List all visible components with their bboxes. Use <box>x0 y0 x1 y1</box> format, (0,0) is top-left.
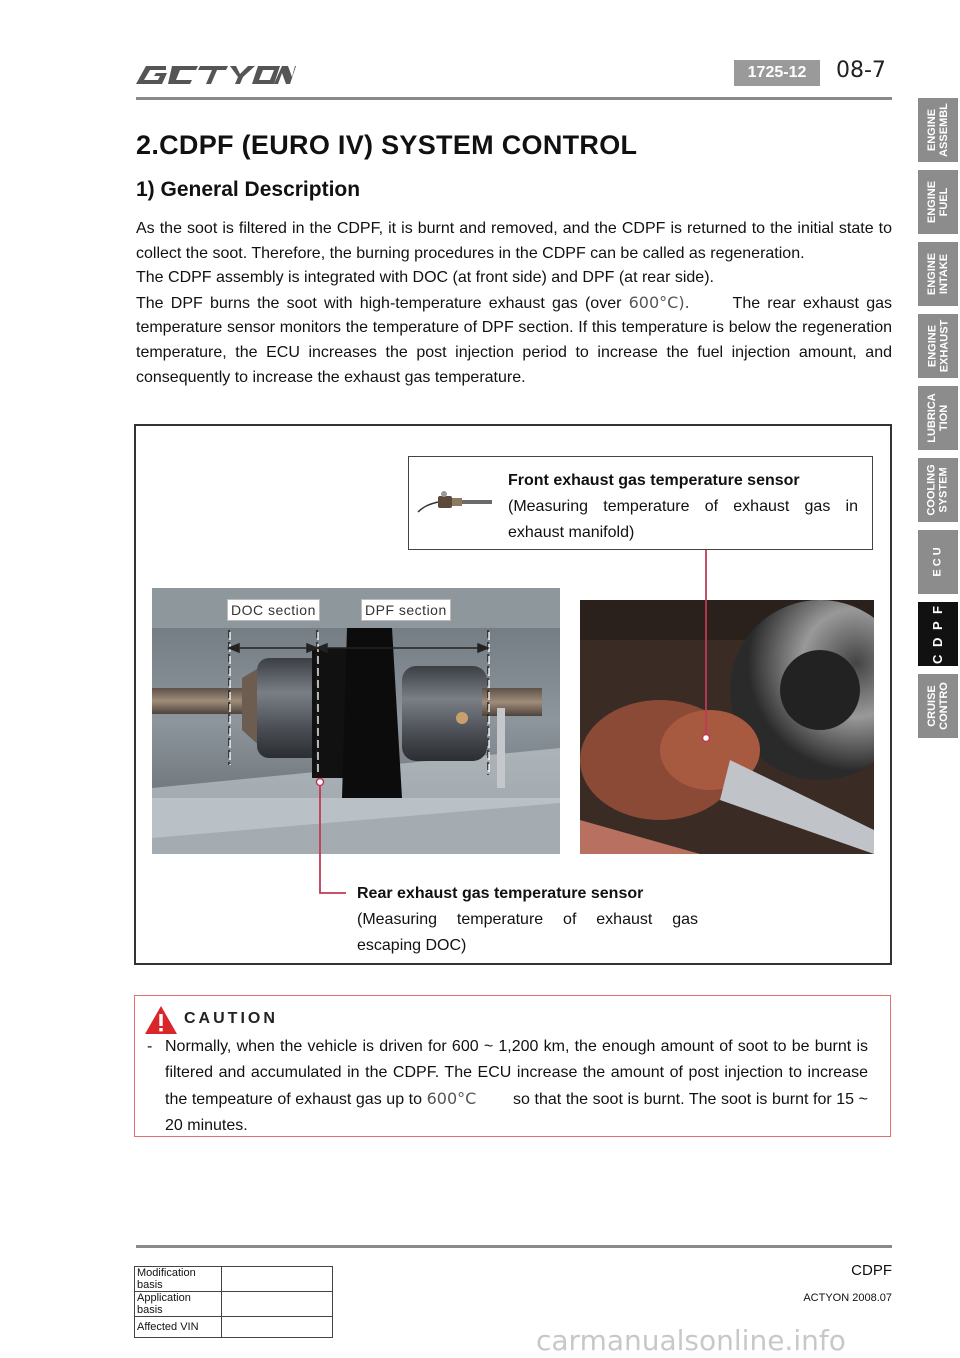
paragraph-3-start: The DPF burns the soot with high-temperature exhaust gas (over <box>136 294 629 312</box>
tab-cdpf[interactable]: C D P F <box>918 602 958 666</box>
tab-engine-fuel[interactable]: ENGINE FUEL <box>918 170 958 234</box>
tab-lubrication[interactable]: LUBRICA TION <box>918 386 958 450</box>
caution-text <box>165 1034 868 1139</box>
description-body <box>136 217 892 390</box>
table-row <box>135 1267 333 1292</box>
code-badge: 1725-12 <box>734 60 820 86</box>
caution-text-start: Normally, when the vehicle is driven for 600 ~ 1,200 km, the enough amount of soot to be burnt is filtered and accumulated in the CDPF. The ECU increase the amount of post injection to increase the tempeature of exhaust gas up to <box>165 1038 868 1108</box>
front-sensor-title: Front exhaust gas temperature sensor <box>508 472 800 489</box>
temperature-value: 600°C). <box>628 292 690 312</box>
tab-ecu[interactable]: E C U <box>918 530 958 594</box>
dpf-section-label: DPF section <box>361 599 451 621</box>
caution-title: CAUTION <box>184 1010 278 1027</box>
caution-bullet: - <box>147 1038 153 1055</box>
front-sensor-description: (Measuring temperature of exhaust gas in exhaust manifold) <box>508 498 858 541</box>
tab-cooling-system[interactable]: COOLING SYSTEM <box>918 458 958 522</box>
footer-rule <box>136 1245 892 1248</box>
row-value <box>222 1267 333 1292</box>
footer-model-info: ACTYON 2008.07 <box>803 1292 892 1304</box>
front-sensor-photo <box>580 600 874 854</box>
temperature-sensor-icon <box>416 484 498 518</box>
warning-triangle-icon <box>144 1005 178 1035</box>
watermark: carmanualsonline.info <box>536 1324 846 1357</box>
section-heading: 1) General Description <box>136 178 361 201</box>
actyon-logo <box>136 64 296 86</box>
row-value <box>222 1292 333 1317</box>
row-label: Modification basis <box>135 1267 222 1292</box>
page-title: 2.CDPF (EURO IV) SYSTEM CONTROL <box>136 130 638 160</box>
paragraph-3-end: The rear exhaust gas temperature sensor monitors the temperature of DPF section. If this temperature is below the regeneration temperature, the ECU increases the post injection period to increase the fuel injection amount, and consequently to increase the exhaust gas temperature. <box>136 294 892 386</box>
rear-sensor-text <box>357 881 698 959</box>
caution-text-end: so that the soot is burnt. The soot is burnt for 15 ~ 20 minutes. <box>165 1091 869 1134</box>
tab-engine-assembly[interactable]: ENGINE ASSEMBL <box>918 98 958 162</box>
page-number: 08-7 <box>836 58 886 83</box>
paragraph-1: As the soot is filtered in the CDPF, it is burnt and removed, and the CDPF is returned to the initial state to collect the soot. Therefore, the burning procedures in the CDPF can be called as regeneration. <box>136 220 892 262</box>
caution-temperature: 600°C <box>426 1089 477 1108</box>
row-label: Application basis <box>135 1292 222 1317</box>
revision-table <box>134 1266 333 1338</box>
tab-cruise-control[interactable]: CRUISE CONTRO <box>918 674 958 738</box>
front-sensor-text <box>508 468 858 546</box>
footer-section-name: CDPF <box>851 1262 892 1279</box>
rear-sensor-description: (Measuring temperature of exhaust gas escaping DOC) <box>357 911 698 954</box>
tab-engine-intake[interactable]: ENGINE INTAKE <box>918 242 958 306</box>
tab-engine-exhaust[interactable]: ENGINE EXHAUST <box>918 314 958 378</box>
header-rule <box>136 97 892 100</box>
row-label: Affected VIN <box>135 1317 222 1338</box>
table-row <box>135 1292 333 1317</box>
rear-sensor-title: Rear exhaust gas temperature sensor <box>357 885 644 902</box>
row-value <box>222 1317 333 1338</box>
cdpf-assembly-photo <box>152 588 560 854</box>
paragraph-2: The CDPF assembly is integrated with DOC (at front side) and DPF (at rear side). <box>136 269 714 287</box>
doc-section-label: DOC section <box>227 599 320 621</box>
paragraph-3 <box>136 291 892 390</box>
table-row <box>135 1317 333 1338</box>
